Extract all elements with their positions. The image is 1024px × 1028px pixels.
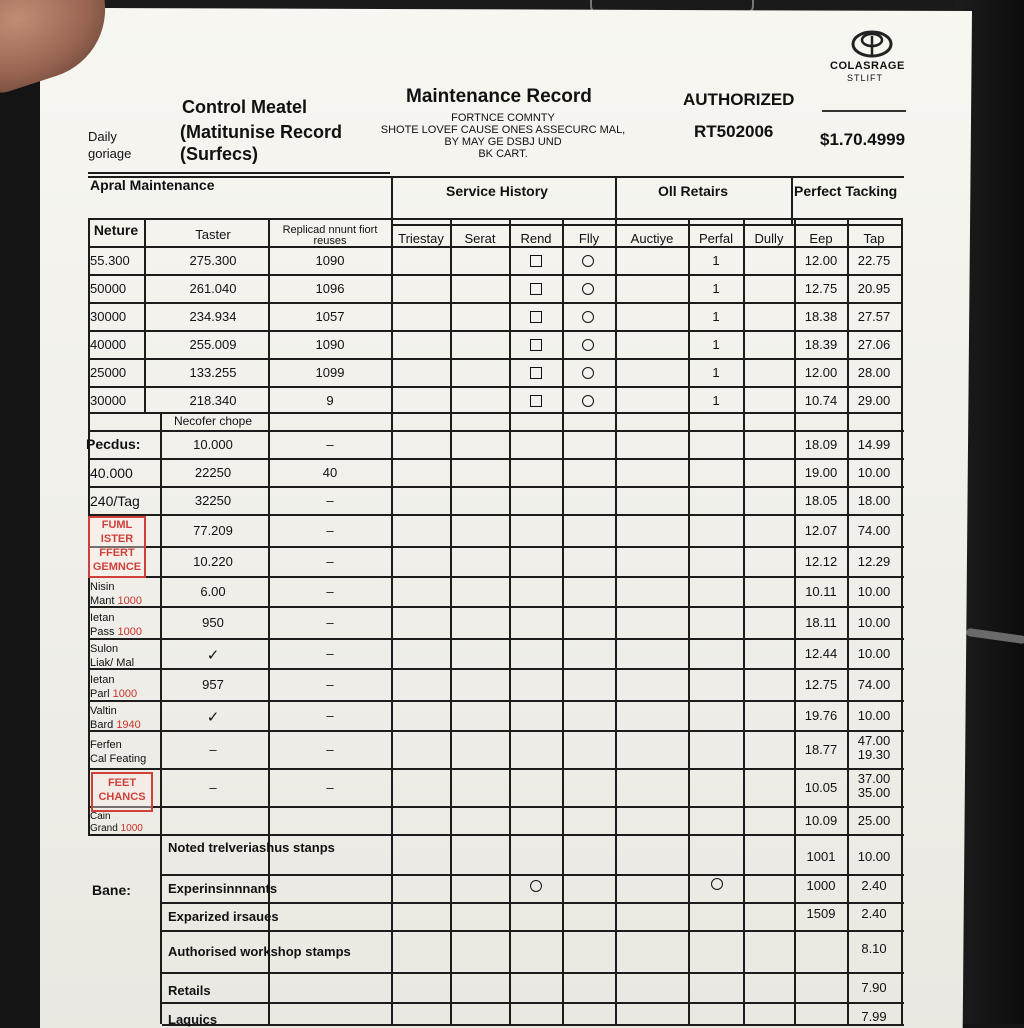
row-neture-value: 55.300 [90,253,130,268]
grid-line [88,176,904,178]
row-taster-value: ✓ [206,709,220,726]
bottom-tap-value: 2.40 [861,906,887,921]
row-neture-value: 30000 [90,393,127,408]
grid-line [88,302,902,304]
row-taster-value: 10.000 [193,437,233,452]
grid-line [144,218,146,414]
row-taster-value: ✓ [206,647,220,664]
grid-line [88,668,904,670]
row-replicad-value: – [326,523,334,538]
row-eep-value: 12.44 [804,646,838,661]
row-replicad-value: – [326,677,334,692]
section-perfect-tacking: Perfect Tacking [794,183,898,199]
radio-circle-icon[interactable] [582,367,594,379]
daily-label: Daily goriage [88,129,132,161]
row-eep-value: 18.11 [805,615,837,630]
checkbox-icon[interactable] [530,255,542,267]
row-replicad-value: – [326,780,334,795]
row-eep-value: 18.39 [804,337,838,352]
row-perfal-value: 1 [712,393,720,408]
row-eep-value: 12.00 [804,365,838,380]
grid-line [162,1002,904,1004]
row-taster-value: 261.040 [189,281,237,296]
red-stamp-1: FUML ISTER FFERT GEMNCE [88,516,146,578]
brand-name: COLASRAGE [830,60,905,72]
row-perfal-value: 1 [712,337,720,352]
grid-line [391,218,393,1024]
record-number: RT502006 [694,122,774,141]
grid-line [88,576,904,578]
row-eep-value: 10.74 [804,393,838,408]
row-replicad-value: 1096 [315,281,345,296]
signature-line [822,110,906,112]
bottom-eep-value: 1509 [806,906,836,921]
side-label-3: Sulon Liak/ Mal [90,643,135,669]
bottom-eep-value: 1000 [806,878,836,893]
grid-line [88,546,904,548]
col-header-rend: Rend [520,231,552,246]
row-eep-value: 18.09 [804,437,838,452]
grid-line [88,606,904,608]
checkbox-icon[interactable] [530,311,542,323]
grid-line [88,458,904,460]
row-perfal-value: 1 [712,253,720,268]
side-label-4: Ietan Parl 1000 [90,674,138,700]
row-taster-value: 32250 [194,493,232,508]
row-replicad-value: – [326,437,334,452]
grid-line [88,806,904,808]
radio-circle-icon[interactable] [582,283,594,295]
grid-line [509,218,511,1024]
grid-line [162,930,904,932]
row-tap-value: 27.06 [857,337,891,352]
checkbox-icon[interactable] [530,367,542,379]
section-service-history: Service History [446,183,548,199]
row-eep-value: 12.00 [804,253,838,268]
noted-eep-value: 1001 [806,849,836,864]
row-tap-value: 27.57 [857,309,891,324]
row-tap-value: 18.00 [857,493,891,508]
grid-line [88,730,904,732]
side-label-2: Ietan Pass 1000 [90,612,143,638]
row-replicad-value: – [326,742,334,757]
radio-circle-icon[interactable] [582,311,594,323]
bottom-row-label: Exparized irsaues [168,909,279,924]
bottom-tap-value: 7.90 [861,980,887,995]
subheader-necofer: Necofer chope [173,414,253,428]
noted-tap-value: 10.00 [857,849,891,864]
col-header-dully: Dully [754,231,784,246]
row-tap-value: 74.00 [857,677,891,692]
row-replicad-value: 1099 [315,365,345,380]
row-replicad-value: 1090 [315,337,345,352]
grid-line [88,700,904,702]
row-taster-value: 6.00 [200,584,226,599]
brand-logo-icon [851,30,893,58]
side-label-1: Nisin Mant 1000 [90,581,143,607]
bottom-row-label: Laquics [168,1012,218,1027]
amount: $1.70.4999 [820,130,906,149]
row-taster-value: 234.934 [189,309,237,324]
row-tap-value: 10.00 [857,708,891,723]
row-tap-value: 47.00 [857,733,891,748]
row-taster-value: 950 [202,615,224,630]
row-neture-value: 30000 [90,309,127,324]
grid-line [268,218,270,1024]
row-tap-value: 10.00 [857,465,891,480]
row-replicad-value: 40 [322,465,338,480]
grid-line [88,274,902,276]
title-subtext: FORTNCE COMNTY SHOTE LOVEF CAUSE ONES ASSECURC MAL, BY MAY GE DSBJ UND BK CART. [380,112,626,160]
row-neture-value: 50000 [90,281,127,296]
grid-line [88,768,904,770]
radio-circle-icon[interactable] [582,395,594,407]
row-eep-value: 19.76 [804,708,838,723]
section-apral: Apral Maintenance [90,177,215,193]
brand-subtitle: STLIFT [847,73,884,83]
section-oil-retairs: Oll Retairs [658,183,729,199]
row-replicad-value: – [326,493,334,508]
radio-circle-icon[interactable] [582,255,594,267]
row-eep-value: 18.77 [804,742,838,757]
grid-line [88,430,904,432]
row-taster-value: 77.209 [193,523,233,538]
grid-line [88,218,902,220]
row-replicad-value: – [326,646,334,661]
authorized-label: AUTHORIZED [683,90,795,109]
row-taster-value: 275.300 [189,253,237,268]
circle-mark-icon [711,878,723,890]
row-eep-value: 10.05 [804,780,838,795]
col-header-serat: Serat [464,231,496,246]
row-neture-value: 25000 [90,365,127,380]
row-tap-value: 28.00 [857,365,891,380]
left-title-line-1: Control Meatel [182,97,308,117]
col-header-taster: Taster [195,227,231,242]
row-perfal-value: 1 [712,281,720,296]
row-eep-value: 18.05 [804,493,838,508]
grid-line [88,358,902,360]
grid-line [162,1024,904,1026]
row-perfal-value: 1 [712,365,720,380]
col-header-triestay: Triestay [398,231,444,246]
side-label-7: Cain Grand 1000 [90,811,143,834]
red-stamp-2: FEET CHANCS [91,772,153,812]
row-tap-value: 74.00 [857,523,891,538]
row-replicad-value: 1090 [315,253,345,268]
row-eep-value: 12.12 [804,554,838,569]
row-replicad-value: 9 [326,393,334,408]
row-tap-value: 22.75 [857,253,891,268]
row-replicad-value: 1057 [315,309,345,324]
side-label-6: Ferfen Cal Feating [90,739,147,765]
row-neture-value: 40000 [90,337,127,352]
col-header-eep: Eep [809,231,833,246]
row-replicad-value: – [326,615,334,630]
bane-label: Bane: [92,882,131,898]
left-title-line-2: (Matitunise Record [180,122,343,142]
grid-line [391,224,903,226]
col-header-replicad: Replicad nnunt fiort reuses [282,224,378,247]
grid-line [88,486,904,488]
row-eep-value: 12.75 [804,281,838,296]
row-eep-value: 18.38 [804,309,838,324]
row-tap-value-2: 35.00 [857,785,891,800]
bottom-tap-value: 8.10 [861,941,887,956]
pecdus-label: Pecdus: [86,436,141,452]
bottom-tap-value: 7.99 [861,1009,887,1024]
checkbox-icon[interactable] [530,339,542,351]
row-tap-value: 29.00 [857,393,891,408]
grid-line [88,514,904,516]
row-tap-value: 10.00 [857,584,891,599]
left-title-line-3: (Surfecs) [180,144,259,164]
row-taster-value: – [209,780,217,795]
grid-line [88,330,902,332]
grid-line [162,902,904,904]
bottom-row-label: Authorised workshop stamps [168,944,351,959]
grid-line [88,386,902,388]
row-tap-value: 12.29 [857,554,891,569]
row-tap-value-2: 19.30 [857,747,891,762]
row-tap-value: 10.00 [857,615,891,630]
row-taster-value: 10.220 [193,554,233,569]
row-eep-value: 12.07 [804,523,838,538]
row-eep-value: 10.09 [804,813,838,828]
grid-line [88,172,390,174]
row-tap-value: 25.00 [857,813,891,828]
row-perfal-value: 1 [712,309,720,324]
main-title: Maintenance Record [406,86,592,107]
row-replicad-value: – [326,584,334,599]
bottom-tap-value: 2.40 [861,878,887,893]
grid-line [88,638,904,640]
grid-line [450,218,452,1024]
checkbox-icon[interactable] [530,283,542,295]
row-taster-value: 957 [202,677,224,692]
row-taster-value: – [209,742,217,757]
row-label-value: 40.000 [90,465,133,481]
grid-line [743,218,745,1024]
grid-line [615,218,617,1024]
radio-circle-icon[interactable] [582,339,594,351]
col-header-neture: Neture [93,222,139,238]
row-tap-value: 10.00 [857,646,891,661]
row-label-value: 240/Tag [90,493,140,509]
row-eep-value: 12.75 [804,677,838,692]
grid-line [162,874,904,876]
grid-line [901,218,903,1024]
row-replicad-value: – [326,708,334,723]
bottom-row-label: Retails [168,983,211,998]
row-taster-value: 22250 [194,465,232,480]
bottom-row-label: Experinsinnnants [168,881,278,896]
grid-line [562,218,564,1024]
col-header-auctiye: Auctiye [630,231,674,246]
col-header-perfal: Perfal [699,231,733,246]
row-eep-value: 19.00 [804,465,838,480]
circle-mark-icon [530,880,542,892]
row-tap-value: 14.99 [857,437,891,452]
col-header-tap: Tap [863,231,885,246]
row-taster-value: 133.255 [189,365,237,380]
row-taster-value: 218.340 [189,393,237,408]
checkbox-icon[interactable] [530,395,542,407]
grid-line [162,972,904,974]
grid-line [88,246,902,248]
noted-stamps-label: Noted trelveriashus stanps [168,840,335,855]
side-label-5: Valtin Bard 1940 [90,705,141,731]
col-header-flly: Flly [578,231,600,246]
row-tap-value: 37.00 [857,771,891,786]
row-tap-value: 20.95 [857,281,891,296]
grid-line [162,834,904,836]
row-taster-value: 255.009 [189,337,237,352]
row-eep-value: 10.11 [805,584,837,599]
row-replicad-value: – [326,554,334,569]
